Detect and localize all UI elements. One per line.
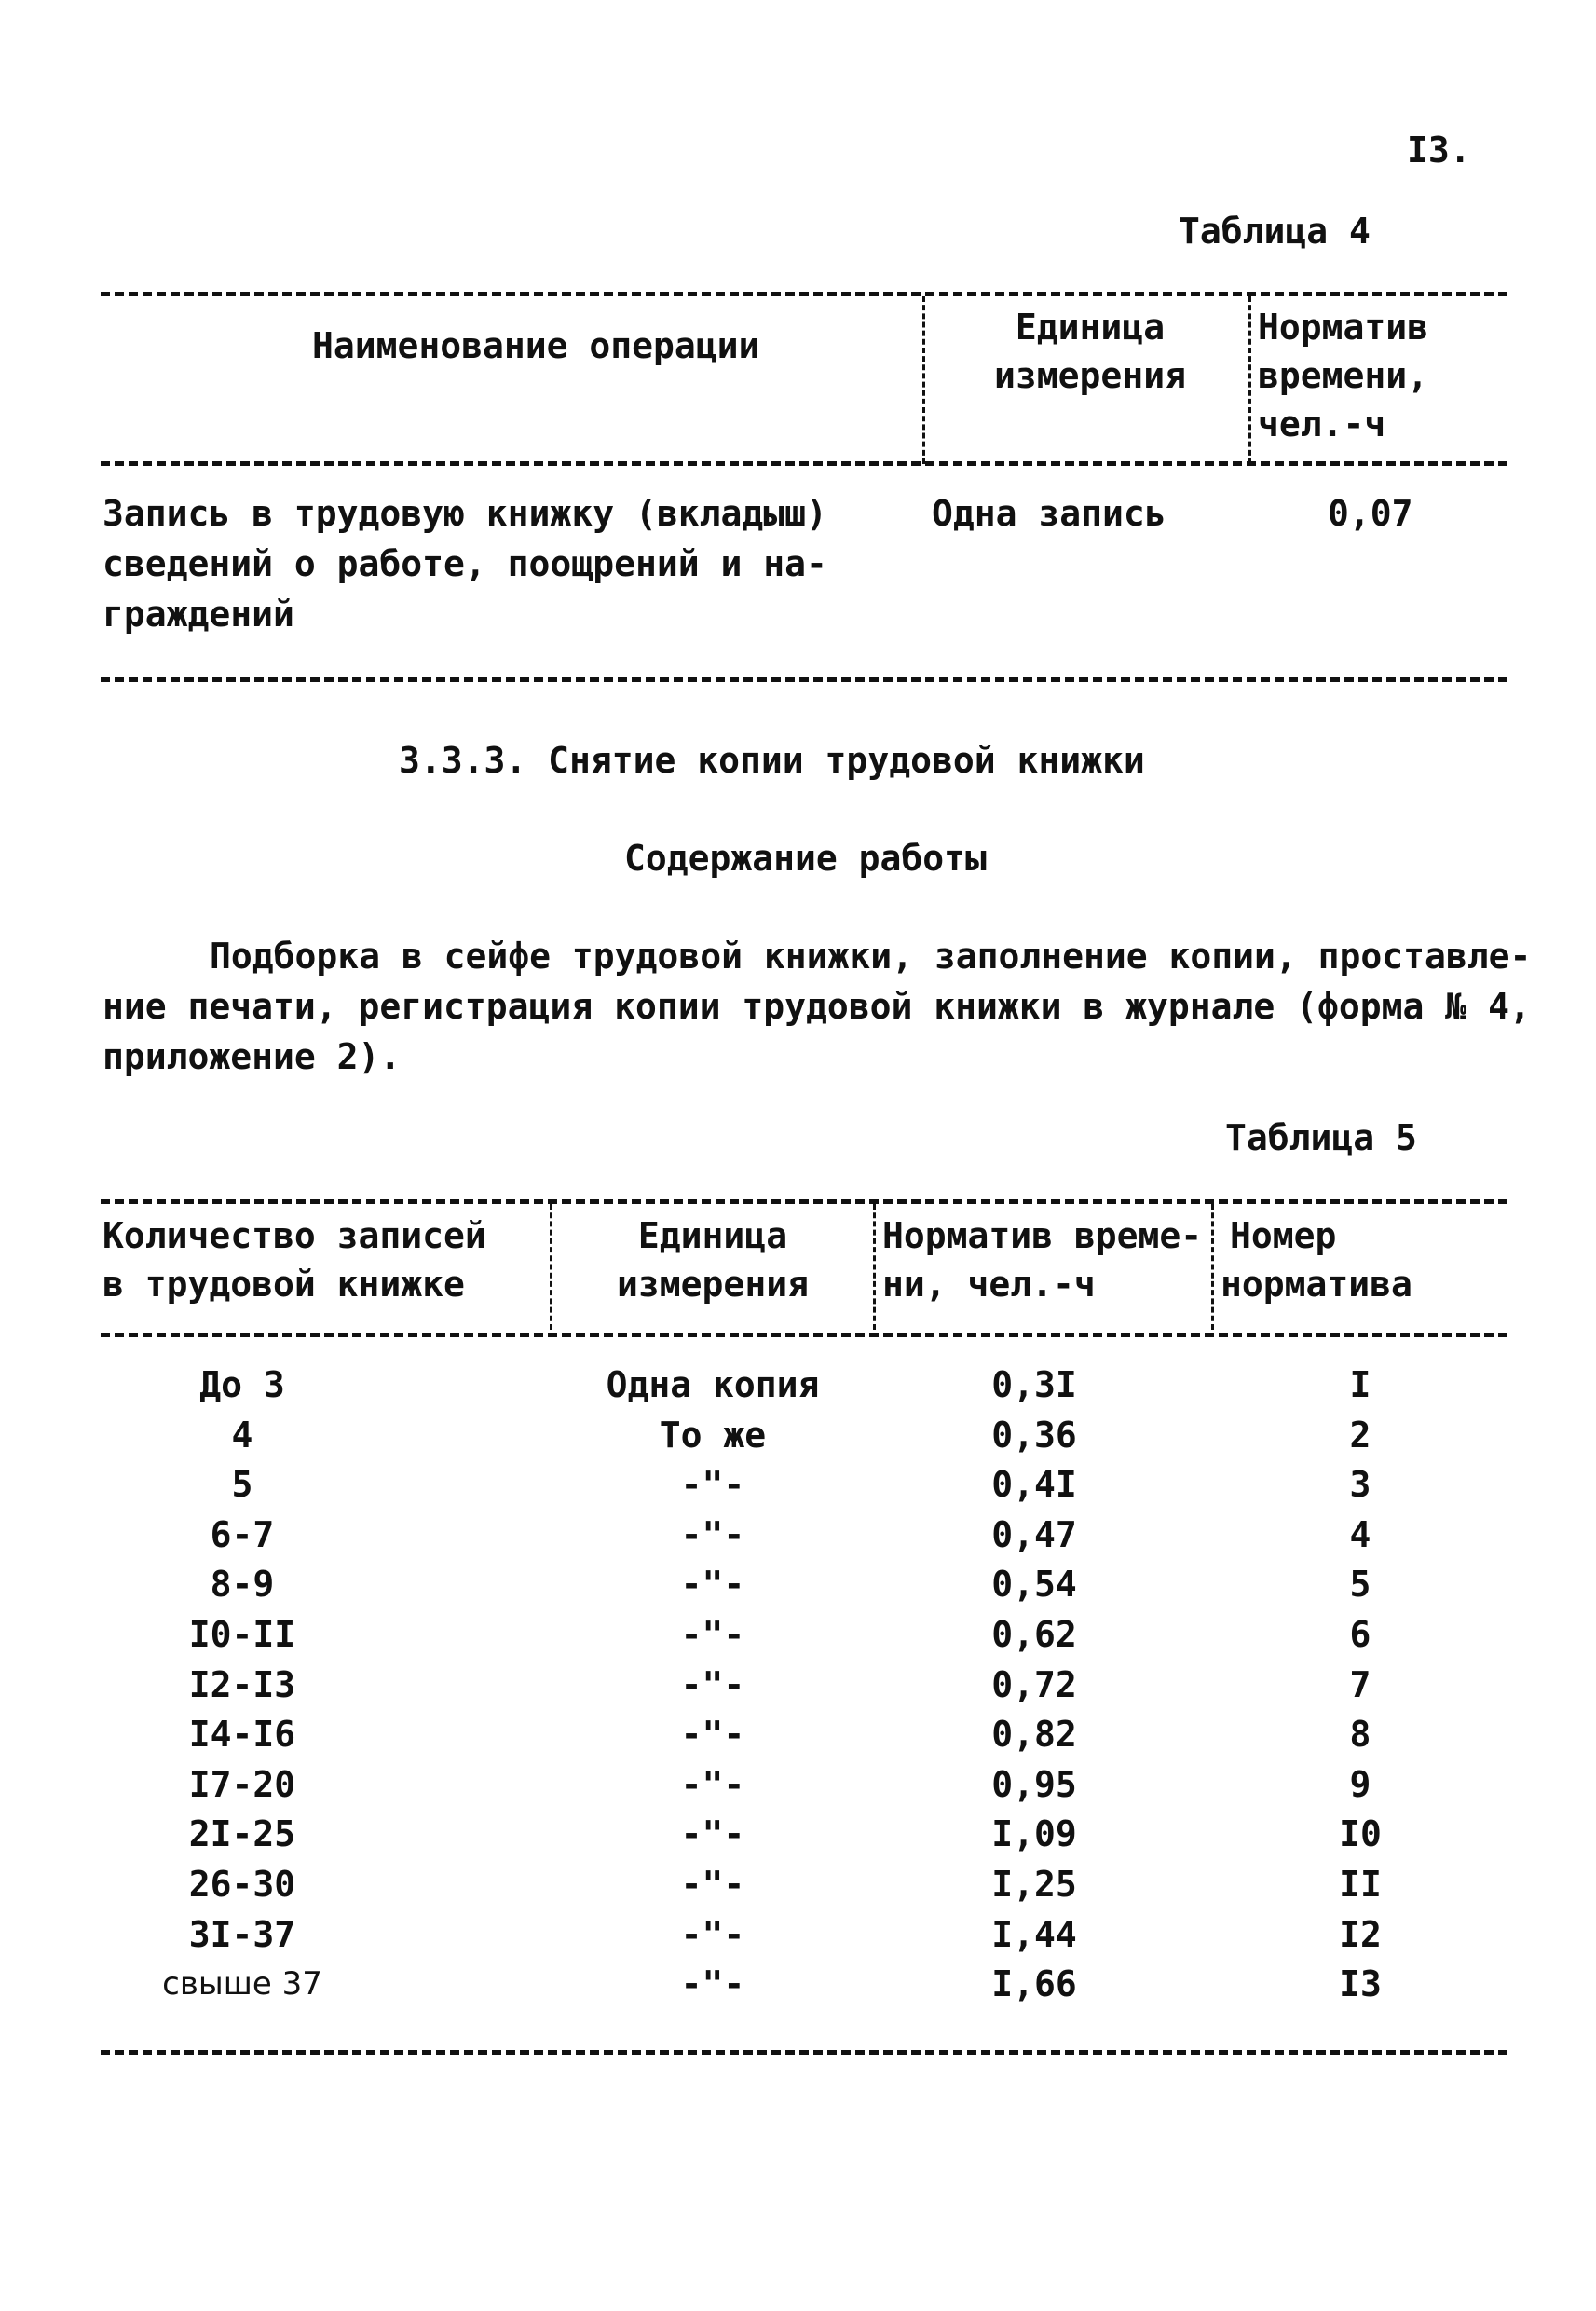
table5-header-num-l2: норматива [1221, 1264, 1412, 1305]
table-row [0, 1560, 1596, 1609]
table4-header-operation: Наименование операции [312, 325, 760, 366]
table5-col-divider-1 [550, 1204, 552, 1330]
table5-cell-num: 5 [1349, 1564, 1371, 1606]
table5-cell-norm: I,66 [991, 1963, 1077, 2005]
table4-row-unit: Одна запись [932, 493, 1166, 534]
table-row [0, 1910, 1596, 1960]
table4-header-norm-l3: чел.-ч [1258, 403, 1386, 444]
table5-col-divider-3 [1211, 1204, 1214, 1330]
table5-cell-norm: 0,82 [991, 1714, 1077, 1756]
paragraph-line-1: Подборка в сейфе трудовой книжки, заполнение копии, проставле- [210, 936, 1532, 977]
table5-cell-count: свыше 37 [162, 1965, 322, 2003]
table5-cell-count: 26-30 [188, 1864, 296, 1905]
table5-cell-count: I7-20 [188, 1763, 296, 1805]
table5-cell-unit: -"- [680, 1813, 745, 1855]
table4-header-unit-l1: Единица [1015, 307, 1166, 348]
table5-cell-unit: -"- [680, 1963, 745, 2005]
table5-cell-norm: 0,3I [991, 1364, 1077, 1405]
table4-col-divider-2 [1248, 296, 1251, 464]
table5-cell-unit: -"- [680, 1663, 745, 1705]
table4-col-divider-1 [922, 296, 925, 464]
table5-cell-num: 9 [1349, 1763, 1371, 1805]
table4-row-operation-l2: сведений о работе, поощрений и на- [102, 543, 827, 584]
paragraph-line-2: ние печати, регистрация копии трудовой книжки в журнале (форма № 4, [102, 986, 1531, 1027]
table5-header-unit-l1: Единица [637, 1215, 788, 1256]
table5-caption: Таблица 5 [1225, 1117, 1417, 1158]
table5-cell-num: 6 [1349, 1614, 1371, 1655]
table5-header-num-l1: Номер [1230, 1215, 1337, 1256]
table5-top-rule [101, 1199, 1507, 1204]
table-row [0, 1960, 1596, 2009]
table5-cell-norm: 0,36 [991, 1414, 1077, 1456]
table5-cell-count: 2I-25 [188, 1813, 296, 1855]
table4-top-rule [101, 292, 1507, 296]
table5-cell-num: 3 [1349, 1464, 1371, 1506]
table5-cell-unit: -"- [680, 1464, 745, 1506]
table5-cell-norm: I,25 [991, 1864, 1077, 1905]
table5-cell-num: 8 [1349, 1714, 1371, 1756]
table5-cell-num: 2 [1349, 1414, 1371, 1456]
table5-cell-count: 5 [231, 1464, 253, 1506]
table5-cell-num: I3 [1339, 1963, 1382, 2005]
table5-header-count-l2: в трудовой книжке [102, 1264, 465, 1305]
table-row [0, 1610, 1596, 1660]
table-row [0, 1411, 1596, 1460]
table5-cell-norm: 0,4I [991, 1464, 1077, 1506]
table5-col-divider-2 [873, 1204, 876, 1330]
table-row [0, 1710, 1596, 1759]
table5-cell-count: I0-II [188, 1614, 296, 1655]
table5-cell-unit: Одна копия [606, 1364, 820, 1405]
table5-cell-norm: 0,47 [991, 1513, 1077, 1555]
table-row [0, 1760, 1596, 1810]
table4-header-norm-l2: времени, [1258, 355, 1429, 396]
table5-cell-count: 3I-37 [188, 1913, 296, 1955]
table5-cell-num: 4 [1349, 1513, 1371, 1555]
table5-cell-num: II [1339, 1864, 1382, 1905]
section-subheading: Содержание работы [624, 838, 987, 879]
table5-cell-num: I2 [1339, 1913, 1382, 1955]
table5-cell-unit: То же [659, 1414, 767, 1456]
table5-header-unit-l2: измерения [617, 1264, 809, 1305]
table5-cell-count: 8-9 [210, 1564, 275, 1606]
table5-cell-norm: 0,95 [991, 1763, 1077, 1805]
table5-cell-norm: I,44 [991, 1913, 1077, 1955]
table5-header-count-l1: Количество записей [102, 1215, 486, 1256]
table5-bottom-rule [101, 2050, 1507, 2055]
table-row [0, 1810, 1596, 1859]
table5-cell-count: I4-I6 [188, 1714, 296, 1756]
table5-cell-unit: -"- [680, 1614, 745, 1655]
table4-row-operation-l3: граждений [102, 594, 294, 635]
table5-cell-count: I2-I3 [188, 1663, 296, 1705]
table5-cell-num: 7 [1349, 1663, 1371, 1705]
table-row [0, 1460, 1596, 1510]
table5-cell-norm: I,09 [991, 1813, 1077, 1855]
section-heading: 3.3.3. Снятие копии трудовой книжки [399, 740, 1145, 781]
table4-bottom-rule [101, 677, 1507, 682]
table4-row-operation-l1: Запись в трудовую книжку (вкладыш) [102, 493, 827, 534]
table5-cell-num: I0 [1339, 1813, 1382, 1855]
page-number: I3. [1407, 130, 1471, 171]
table5-cell-norm: 0,72 [991, 1663, 1077, 1705]
table5-header-rule [101, 1333, 1507, 1337]
table5-cell-unit: -"- [680, 1913, 745, 1955]
table5-cell-unit: -"- [680, 1564, 745, 1606]
table5-cell-count: 4 [231, 1414, 253, 1456]
table5-cell-norm: 0,54 [991, 1564, 1077, 1606]
table4-header-rule [101, 461, 1507, 466]
table-row [0, 1511, 1596, 1560]
table-row [0, 1860, 1596, 1909]
table4-header-norm-l1: Норматив [1258, 307, 1429, 348]
paragraph-line-3: приложение 2). [102, 1036, 402, 1077]
table5-cell-unit: -"- [680, 1763, 745, 1805]
table4-row-norm: 0,07 [1328, 493, 1413, 534]
table5-cell-norm: 0,62 [991, 1614, 1077, 1655]
table-row [0, 1661, 1596, 1710]
table5-cell-count: 6-7 [210, 1513, 275, 1555]
table5-cell-num: I [1349, 1364, 1371, 1405]
table5-cell-unit: -"- [680, 1513, 745, 1555]
table5-cell-count: До 3 [199, 1364, 285, 1405]
table4-header-unit-l2: измерения [994, 355, 1186, 396]
table5-header-norm-l2: ни, чел.-ч [882, 1264, 1096, 1305]
table4-caption: Таблица 4 [1179, 211, 1371, 252]
table5-cell-unit: -"- [680, 1864, 745, 1905]
table5-cell-unit: -"- [680, 1714, 745, 1756]
table-row [0, 1361, 1596, 1410]
table5-header-norm-l1: Норматив време- [882, 1215, 1203, 1256]
